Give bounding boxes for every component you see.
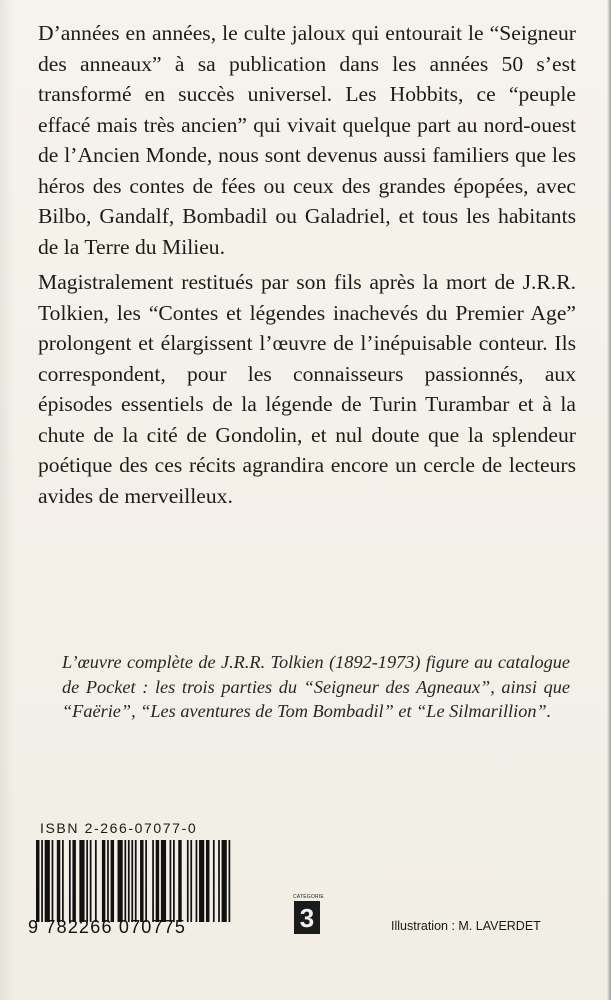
catalogue-note: L’œuvre complète de J.R.R. Tolkien (1892-1973) figure au catalogue de Pocket : les trois parties du “Seigneur des Agneaux”, ainsi que “Faërie”, “Les aventures de Tom Bombadil” et “Le Silmarillion”. bbox=[62, 652, 570, 722]
category-label: CATÉGORIE bbox=[293, 894, 324, 900]
illustration-credit: Illustration : M. LAVERDET bbox=[391, 919, 541, 933]
blurb-paragraph-2: Magistralement restitués par son fils après la mort de J.R.R. Tolkien, les “Contes et légendes inachevés du Premier Age” prolongent et élargissent l’œuvre de l’inépuisable conteur. Ils correspondent, pour les connaisseurs passionnés, aux épisodes essentiels de la légende de Turin Turambar et à la chute de la cité de Gondolin, et nul doute que la splendeur poétique des ces récits agrandira encore un cercle de lecteurs avides de merveilleux. bbox=[38, 270, 576, 508]
ean-digits: 9 782266 070775 bbox=[28, 917, 187, 937]
ean-barcode bbox=[36, 840, 232, 922]
isbn-label: ISBN 2-266-07077-0 bbox=[40, 820, 198, 836]
category-number: 3 bbox=[294, 901, 320, 934]
category-badge bbox=[293, 894, 324, 934]
blurb-text bbox=[38, 18, 576, 511]
blurb-paragraph-1: D’années en années, le culte jaloux qui entourait le “Seigneur des anneaux” à sa publication dans les années 50 s’est transformé en succès universel. Les Hobbits, ce “peuple effacé mais très ancien” qui vivait quelque part au nord-ouest de l’Ancien Monde, nous sont devenus aussi familiers que les héros des contes de fées ou ceux des grandes épopées, avec Bilbo, Gandalf, Bombadil ou Galadriel, et tous les habitants de la Terre du Milieu. bbox=[38, 21, 576, 259]
